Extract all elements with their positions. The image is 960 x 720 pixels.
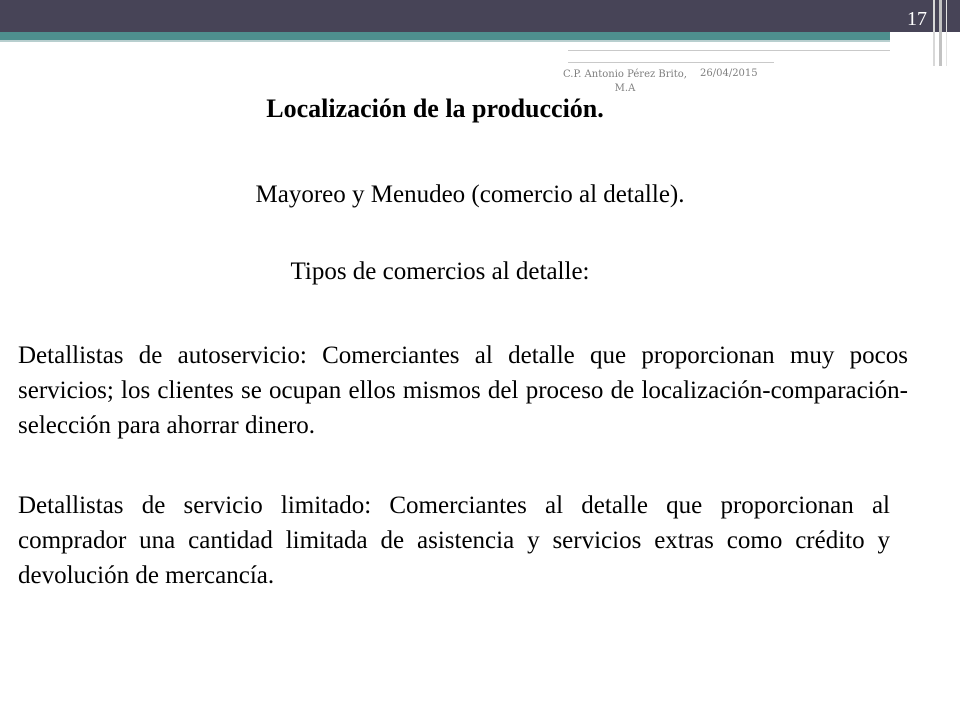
decorative-edge: [946, 0, 947, 66]
slide-number: 17: [907, 8, 927, 30]
divider-line-short: [568, 62, 774, 63]
decorative-edge: [933, 0, 935, 66]
decorative-edge: [939, 0, 942, 66]
accent-band-light: [0, 40, 890, 42]
slide-title: Localización de la producción.: [266, 94, 604, 123]
slide-subtitle: Mayoreo y Menudeo (comercio al detalle).: [255, 181, 685, 208]
footer-author: C.P. Antonio Pérez Brito, M.A: [563, 69, 687, 94]
top-header-bar: [0, 0, 960, 32]
footer-date: 26/04/2015: [700, 68, 758, 79]
divider-line: [568, 50, 890, 51]
paragraph-limited-service: Detallistas de servicio limitado: Comerciantes al detalle que proporcionan al comprador una cantidad limitada de asistencia y servicios extras como crédito y devolución de mercancía.: [18, 492, 890, 589]
section-heading: Tipos de comercios al detalle:: [290, 258, 590, 285]
paragraph-self-service: Detallistas de autoservicio: Comerciantes al detalle que proporcionan muy pocos servicios; los clientes se ocupan ellos mismos del proceso de localización-comparación-selección para ahorrar dinero.: [18, 342, 908, 439]
accent-band: [0, 32, 890, 40]
